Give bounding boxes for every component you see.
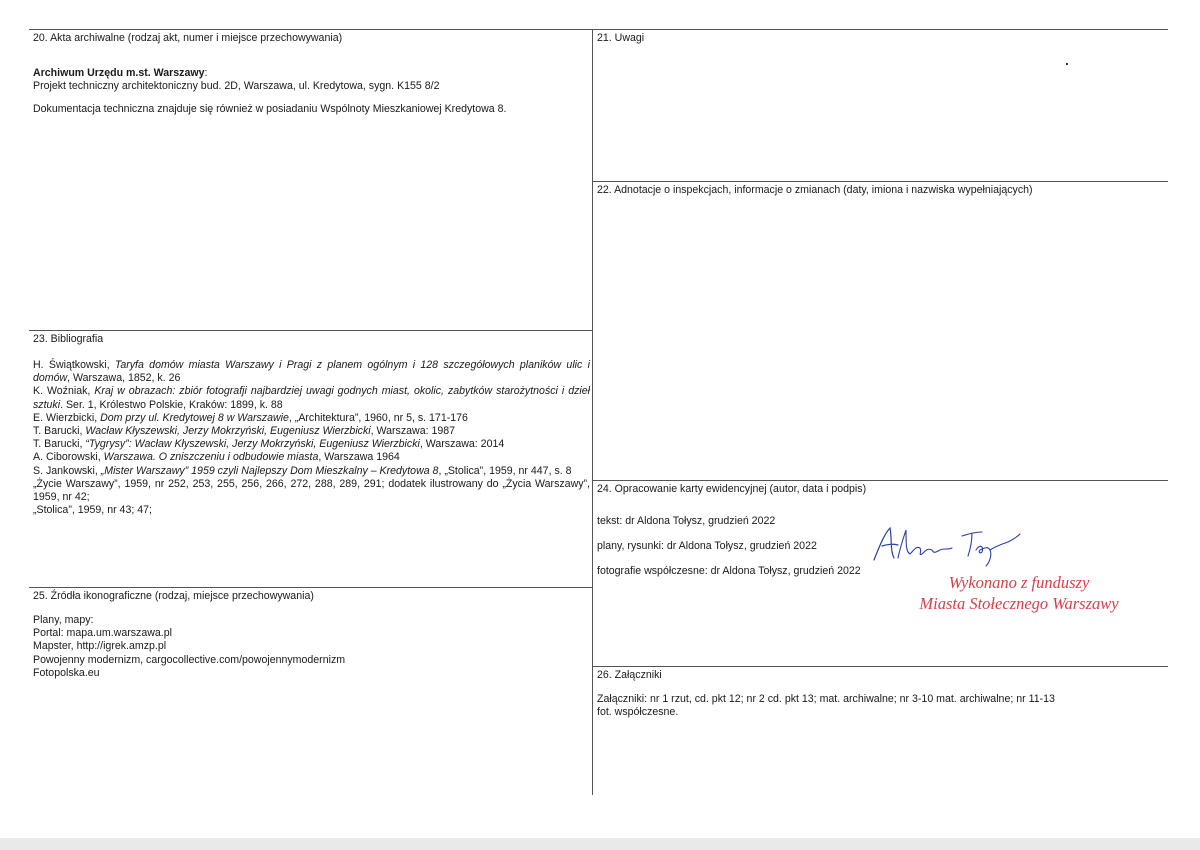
page-bottom-edge bbox=[0, 838, 1200, 850]
bib-details: , Warszawa 1964 bbox=[318, 451, 400, 464]
section-25-iconographic-sources bbox=[33, 590, 345, 680]
section-23-title: 23. Bibliografia bbox=[33, 333, 104, 345]
archive-name: Archiwum Urzędu m.st. Warszawy bbox=[33, 67, 205, 79]
bib-title: „Mister Warszawy” 1959 czyli Najlepszy Dom Mieszkalny – Kredytowa 8 bbox=[100, 464, 439, 477]
section-26-attachments bbox=[597, 669, 1055, 719]
section-24-card-authorship bbox=[597, 483, 866, 579]
section-20-archival-records bbox=[33, 32, 588, 117]
source-line: Plany, mapy: bbox=[33, 614, 94, 626]
bib-title: Warszawa. O zniszczeniu i odbudowie miasta bbox=[103, 451, 319, 464]
bib-details: , Warszawa: 1987 bbox=[370, 425, 456, 438]
section-20-title: 20. Akta archiwalne (rodzaj akt, numer i miejsce przechowywania) bbox=[33, 32, 343, 44]
author-text-line: tekst: dr Aldona Tołysz, grudzień 2022 bbox=[597, 515, 776, 527]
section-21-title: 21. Uwagi bbox=[597, 32, 645, 44]
section-22-inspection-notes bbox=[597, 184, 1033, 196]
bibliography-entry bbox=[33, 412, 590, 425]
bib-title: Kraj w obrazach: zbiór fotografji najbardziej uwagi godnych miast, okolic, zabytków starożytności i dzieł sztuki bbox=[33, 385, 590, 411]
archive-colon: : bbox=[204, 67, 208, 79]
top-border bbox=[29, 29, 1168, 30]
author-photos-line: fotografie współczesne: dr Aldona Tołysz, grudzień 2022 bbox=[597, 565, 861, 578]
attachments-line-1: Załączniki: nr 1 rzut, cd. pkt 12; nr 2 cd. pkt 13; mat. archiwalne; nr 3-10 mat. archiwalne; nr 11-13 bbox=[597, 693, 1055, 705]
stamp-line-1: Wykonano z funduszy bbox=[948, 573, 1090, 592]
source-line: Portal: mapa.um.warszawa.pl bbox=[33, 627, 172, 640]
bibliography-entry bbox=[33, 504, 590, 517]
funding-stamp bbox=[904, 572, 1134, 614]
bib-title: Taryfa domów miasta Warszawy i Pragi z planem ogólnym i 128 szczegółowych planików ulic i domów bbox=[33, 359, 590, 385]
bib-author: A. Ciborowski, bbox=[33, 451, 104, 464]
bibliography-entry bbox=[33, 425, 590, 438]
divider-24-26 bbox=[592, 666, 1168, 667]
bib-details: , Warszawa: 2014 bbox=[419, 438, 505, 451]
bib-author: K. Woźniak, bbox=[33, 385, 95, 398]
section-24-title: 24. Opracowanie karty ewidencyjnej (autor, data i podpis) bbox=[597, 483, 867, 495]
bib-author: T. Barucki, bbox=[33, 425, 86, 438]
bib-author: T. Barucki, bbox=[33, 438, 86, 451]
section-26-title: 26. Załączniki bbox=[597, 669, 662, 681]
bibliography-entry bbox=[33, 465, 590, 478]
bib-title: “Tygrysy”: Wacław Kłyszewski, Jerzy Mokrzyński, Eugeniusz Wierzbicki bbox=[85, 438, 420, 451]
bibliography-entry bbox=[33, 478, 590, 504]
bib-details: „Życie Warszawy”, 1959, nr 252, 253, 255, 256, 266, 272, 288, 289, 291; dodatek ilustrowany do „Życia Warszawy”, 1959, nr 42; bbox=[33, 477, 590, 504]
source-line: Fotopolska.eu bbox=[33, 666, 100, 679]
section-21-remarks bbox=[597, 32, 644, 44]
bibliography-entry bbox=[33, 385, 590, 411]
bib-author: E. Wierzbicki, bbox=[33, 411, 101, 424]
source-line: Mapster, http://igrek.amzp.pl bbox=[33, 640, 167, 653]
bibliography-entry bbox=[33, 359, 590, 385]
archive-project-line: Projekt techniczny architektoniczny bud. 2D, Warszawa, ul. Kredytowa, sygn. K155 8/2 bbox=[33, 80, 440, 93]
bib-author: H. Świątkowski, bbox=[33, 359, 115, 371]
column-divider bbox=[592, 29, 593, 795]
divider-20-23 bbox=[29, 330, 592, 331]
stamp-line-2: Miasta Stołecznego Warszawy bbox=[919, 594, 1119, 613]
bibliography-entry bbox=[33, 438, 590, 451]
bibliography-entry bbox=[33, 451, 590, 464]
section-22-title: 22. Adnotacje o inspekcjach, informacje o zmianach (daty, imiona i nazwiska wypełniających) bbox=[597, 184, 1033, 196]
section-23-bibliography bbox=[33, 333, 590, 517]
bib-details: „Stolica”, 1959, nr 43; 47; bbox=[33, 504, 152, 517]
bib-details: , Warszawa, 1852, k. 26 bbox=[67, 372, 181, 385]
bib-details: , „Architektura”, 1960, nr 5, s. 171-176 bbox=[288, 411, 468, 424]
source-line: Powojenny modernizm, cargocollective.com/powojennymodernizm bbox=[33, 653, 346, 666]
handwritten-signature bbox=[868, 520, 1028, 568]
bib-details: . Ser. 1, Królestwo Polskie, Kraków: 1899, k. 88 bbox=[60, 398, 283, 411]
divider-21-22 bbox=[592, 181, 1168, 182]
bib-title: Dom przy ul. Kredytowej 8 w Warszawie bbox=[100, 411, 289, 424]
bib-author: S. Jankowski, bbox=[33, 464, 101, 477]
divider-23-25 bbox=[29, 587, 592, 588]
divider-22-24 bbox=[592, 480, 1168, 481]
stray-dot bbox=[1066, 63, 1068, 65]
bib-title: Wacław Kłyszewski, Jerzy Mokrzyński, Eugeniusz Wierzbicki bbox=[85, 425, 371, 438]
author-plans-line: plany, rysunki: dr Aldona Tołysz, grudzień 2022 bbox=[597, 540, 817, 553]
attachments-line-2: fot. współczesne. bbox=[597, 706, 679, 719]
section-25-title: 25. Źródła ikonograficzne (rodzaj, miejsce przechowywania) bbox=[33, 590, 314, 602]
bibliography-list bbox=[33, 359, 590, 517]
bib-details: , „Stolica”, 1959, nr 447, s. 8 bbox=[438, 464, 572, 477]
archive-documentation-line: Dokumentacja techniczna znajduje się również w posiadaniu Wspólnoty Mieszkaniowej Kredytowa 8. bbox=[33, 103, 507, 116]
